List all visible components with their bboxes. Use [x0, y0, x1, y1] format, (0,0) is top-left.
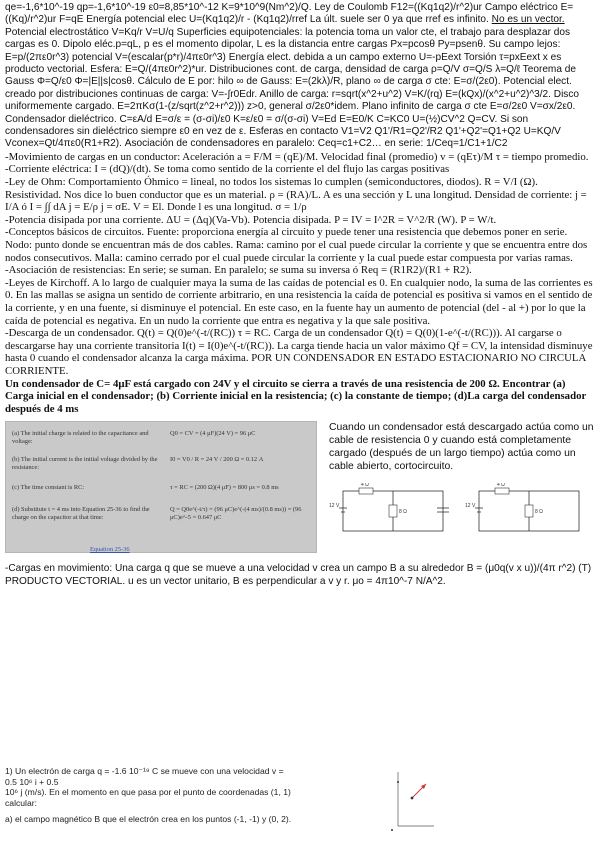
vector-diagram [390, 768, 436, 832]
circuit-diagram-discharged [465, 483, 593, 537]
resistor-icon [525, 505, 533, 517]
example-row [5, 421, 595, 553]
note-paragraph: -Potencia disipada por una corriente. ΔU = (Δq)(Va-Vb). Potencia disipada. P = IV = I^2R = V^2/R (W). P = W/t. [5, 213, 497, 226]
note-paragraph: -Ley de Ohm: Comportamiento Óhmico = lineal, no todos los sistemas lo cumplen (semiconductores, diodos). R = V/I (Ω). Resistividad. Nos dice lo buen conductor que es un material. ρ = (RA)/L. A es una sección y L una longitud. Densidad de corriente: j = I/A ó I = ∫∫ dA j = E/ρ j = σE. V = El. Donde l es una longitud. σ = 1/ρ [5, 176, 587, 214]
example-step-c: (c) The time constant is RC: τ = RC = (200 Ω)(4 μF) = 800 μs = 0.8 ms [12, 484, 279, 492]
label-r1: 4 Ω [497, 483, 505, 489]
resistor-icon [495, 488, 509, 494]
circuit-note-column [329, 421, 595, 553]
note-paragraph: -Movimiento de cargas en un conductor: Aceleración a = F/M = (qE)/M. Velocidad final (promedio) v = (qEτ)/M τ = tiempo promedio. [5, 150, 589, 163]
summary-text-1b: Potencial electrostático V=Kq/r V=U/q Superficies equipotenciales: la potencia toma un valor cte, el trabajo para desplazar dos cargas es 0. Dipolo eléc.p=qL, p es el momento dipolar, L es la distancia entre cargas Px=pcosθ Py=psenθ. Su campo lejos: E=p/(2πε0r^3) potencial V=(escalar(p*r)/4πε0r^3) Energía elect. debida a un campo externo U=-pEext Torsión τ=pxEext x es producto vectorial. Esfera: E=Q/(4πε0r^2)*ur. Distribuciones cont. de carga, densidad de carga ρ=Q/V σ=Q/S λ=Q/ℓ Teorema de Gauss Φ=Q/ε0 Φ=|E||s|cosθ. Cálculo de E por: hilo ∞ de Gauss: E=(2kλ)/R, plano ∞ de carga σ cte: E=σ/(2ε0). Potencial elect. creado por distribuciones continuas de carga: V=-∫r0Edr. Anillo de carga: r=sqrt(x^2+u^2) V=K/(rq) E=(kQx)/(x^2+u^2)^3/2. Disco uniformemente cargado. E=2πKσ(1-(z/sqrt(z^2+r^2))) z>0, general σ/2ε0*idem. Plano infinito de carga σ cte E=σ/2ε0 V=σx/2ε0. [5, 26, 580, 113]
problem-question-a: a) el campo magnético B que el electrón crea en los puntos (-1, -1) y (0, 2). [5, 814, 292, 825]
note-paragraph: -Asociación de resistencias: En serie; se suman. En paralelo; se suma su inversa ó Req = (R1R2)/(R1 + R2). [5, 264, 472, 277]
note-paragraph: -Corriente eléctrica: I = (dQ)/(dt). Se toma como sentido de la corriente el del flujo las cargas positivas [5, 163, 450, 176]
circuit-diagrams [329, 483, 595, 537]
document-page [5, 2, 595, 588]
capacitor-problem: Un condensador de C= 4μF está cargado con 24V y el circuito se cierra a través de una resistencia de 200 Ω. Encontrar (a) Carga inicial en el condensador; (b) Corriente inicial en la resistencia; (c) la constante de tiempo; (d)La carga del condensador después de 4 ms [5, 377, 587, 415]
example-step-d: (d) Substitute t = 4 ms into Equation 25-36 to find the charge on the capacitor at that time: Q = Q0e^(-t/τ) = (96 μC)e^(-(4 ms)/(0.8 ms)) = (96 μC)e^-5 = 0.647 μC [12, 506, 302, 521]
note-paragraph: -Leyes de Kirchoff. A lo largo de cualquier maya la suma de las caídas de potencial es 0. En cualquier nodo, la suma de las corrientes es 0. En las mallas se asigna un sentido de corriente arbitrario, en una resistencia la caída de potencial es positiva si vamos en el sentido de la corriente, y en una fuente, si disminuye el potencial. En este caso, en la fuente hay un aumento de potencial (del - al +) por lo que la caída de potencial es negativa. En un nudo la corriente que entra es negativa y la que sale positiva. [5, 276, 593, 327]
electron-problem [5, 766, 295, 846]
moving-charges-note: -Cargas en movimiento: Una carga q que se mueve a una velocidad v crea un campo B a su alrededor B = (μ0q(v x u))/(4π r^2) (T) PRODUCTO VECTORIAL. u es un vector unitario, B es perpendicular a v y r. μo = 4π10^-7 N/A^2. [5, 563, 592, 587]
capacitor-summary: Condensador dieléctrico. C=εA/d E=σ/ε = (σ-σi)/ε0 K=ε/ε0 = σ/(σ-σi) V=Ed E=E0/K C=KC0 U=(½)CV^2 Q=CV. Si son condensadores sin dieléctrico siempre ε0 en vez de ε. Esferas en contacto V1=V2 Q1'/R1=Q2'/R2 Q1'+Q2'=Q1+Q2 U=KQ/V Vconex=Qt/4πε0(R1+R2). Asociación de condensadores en paralelo: Ceq=c1+C2… en serie: 1/Ceq=1/C1+1/C2 [5, 113, 561, 150]
example-step-b: (b) The initial current is the initial voltage divided by the resistance: I0 = V0 / R = 24 V / 200 Ω = 0.12 A [12, 456, 264, 471]
resistor-icon [389, 505, 397, 517]
label-r2: 8 Ω [399, 509, 407, 516]
example-step-a: (a) The initial charge is related to the capacitance and voltage: Q0 = CV = (4 μF)(24 V) = 96 μC [12, 430, 256, 445]
summary-text-1: qe=-1,6*10^-19 qp=-1,6*10^-19 ε0=8,85*10^-12 K=9*10^9(Nm^2)/Q. Ley de Coulomb F12=((Kq1q2)/r^2)ur Campo eléctrico E=((Kq)/r^2)ur F=qE Energía potencial elec U=(Kq1q2)/r - (Kq1q2)/rref La últ. suele ser 0 ya que rref es infinito. [5, 2, 574, 26]
equation-link[interactable]: Equation 25-36 [90, 546, 130, 554]
formula-summary [5, 2, 595, 114]
problem-line-2: 10⁶ j (m/s). En el momento en que pasa por el punto de coordenadas (1, 1) calcular: [5, 787, 291, 808]
problem-statement [5, 766, 295, 825]
not-a-vector-note: No es un vector. [491, 14, 565, 26]
note-paragraph: -Conceptos básicos de circuitos. Fuente: proporciona energía al circuito y puede tener una resistencia que debemos poner en serie. Nodo: punto donde se encuentran más de dos cables. Rama: camino por el cual puede circular la corriente y que se encuentra entre dos nodos consecutivos. Malla: camino cerrado por el cual puede circular la corriente y la cual puede estar compuesta por varias ramas. [5, 226, 588, 264]
circuit-diagram-charged [329, 483, 457, 537]
label-r2: 8 Ω [535, 509, 543, 516]
label-v: 12 V [465, 503, 476, 510]
worked-example-image [5, 421, 317, 553]
label-r1: 4 Ω [361, 483, 369, 489]
electron-point [411, 797, 414, 800]
capacitor-behavior-note: Cuando un condensador está descargado actúa como un cable de resistencia 0 y cuando está completamente cargado (después de un largo tiempo) actúa como un cable abierto, cortocircuito. [329, 422, 594, 473]
label-v: 12 V [329, 503, 340, 510]
resistor-icon [359, 488, 373, 494]
note-paragraph: -Descarga de un condensador. Q(t) = Q(0)e^(-t/(RC)) τ = RC. Carga de un condensador Q(t) = Q(0)(1-e^(-t/(RC))). Al cargarse o descargarse hay una corriente transitoria I(t) = I(0)e^(-t/(RC)). La carga tiende hacia un valor máximo Qf = CV, la intensidad disminuye hasta 0 cuando el condensador alcanza la carga máxima. POR UN CONDENSADOR EN ESTADO ESTACIONARIO NO CIRCULA CORRIENTE. [5, 327, 593, 377]
problem-line-1: 1) Un electrón de carga q = -1.6 10⁻¹⁹ C se mueve con una velocidad v = 0.5 10⁶ i + 0.5 [5, 766, 284, 787]
notes-section [5, 151, 595, 378]
